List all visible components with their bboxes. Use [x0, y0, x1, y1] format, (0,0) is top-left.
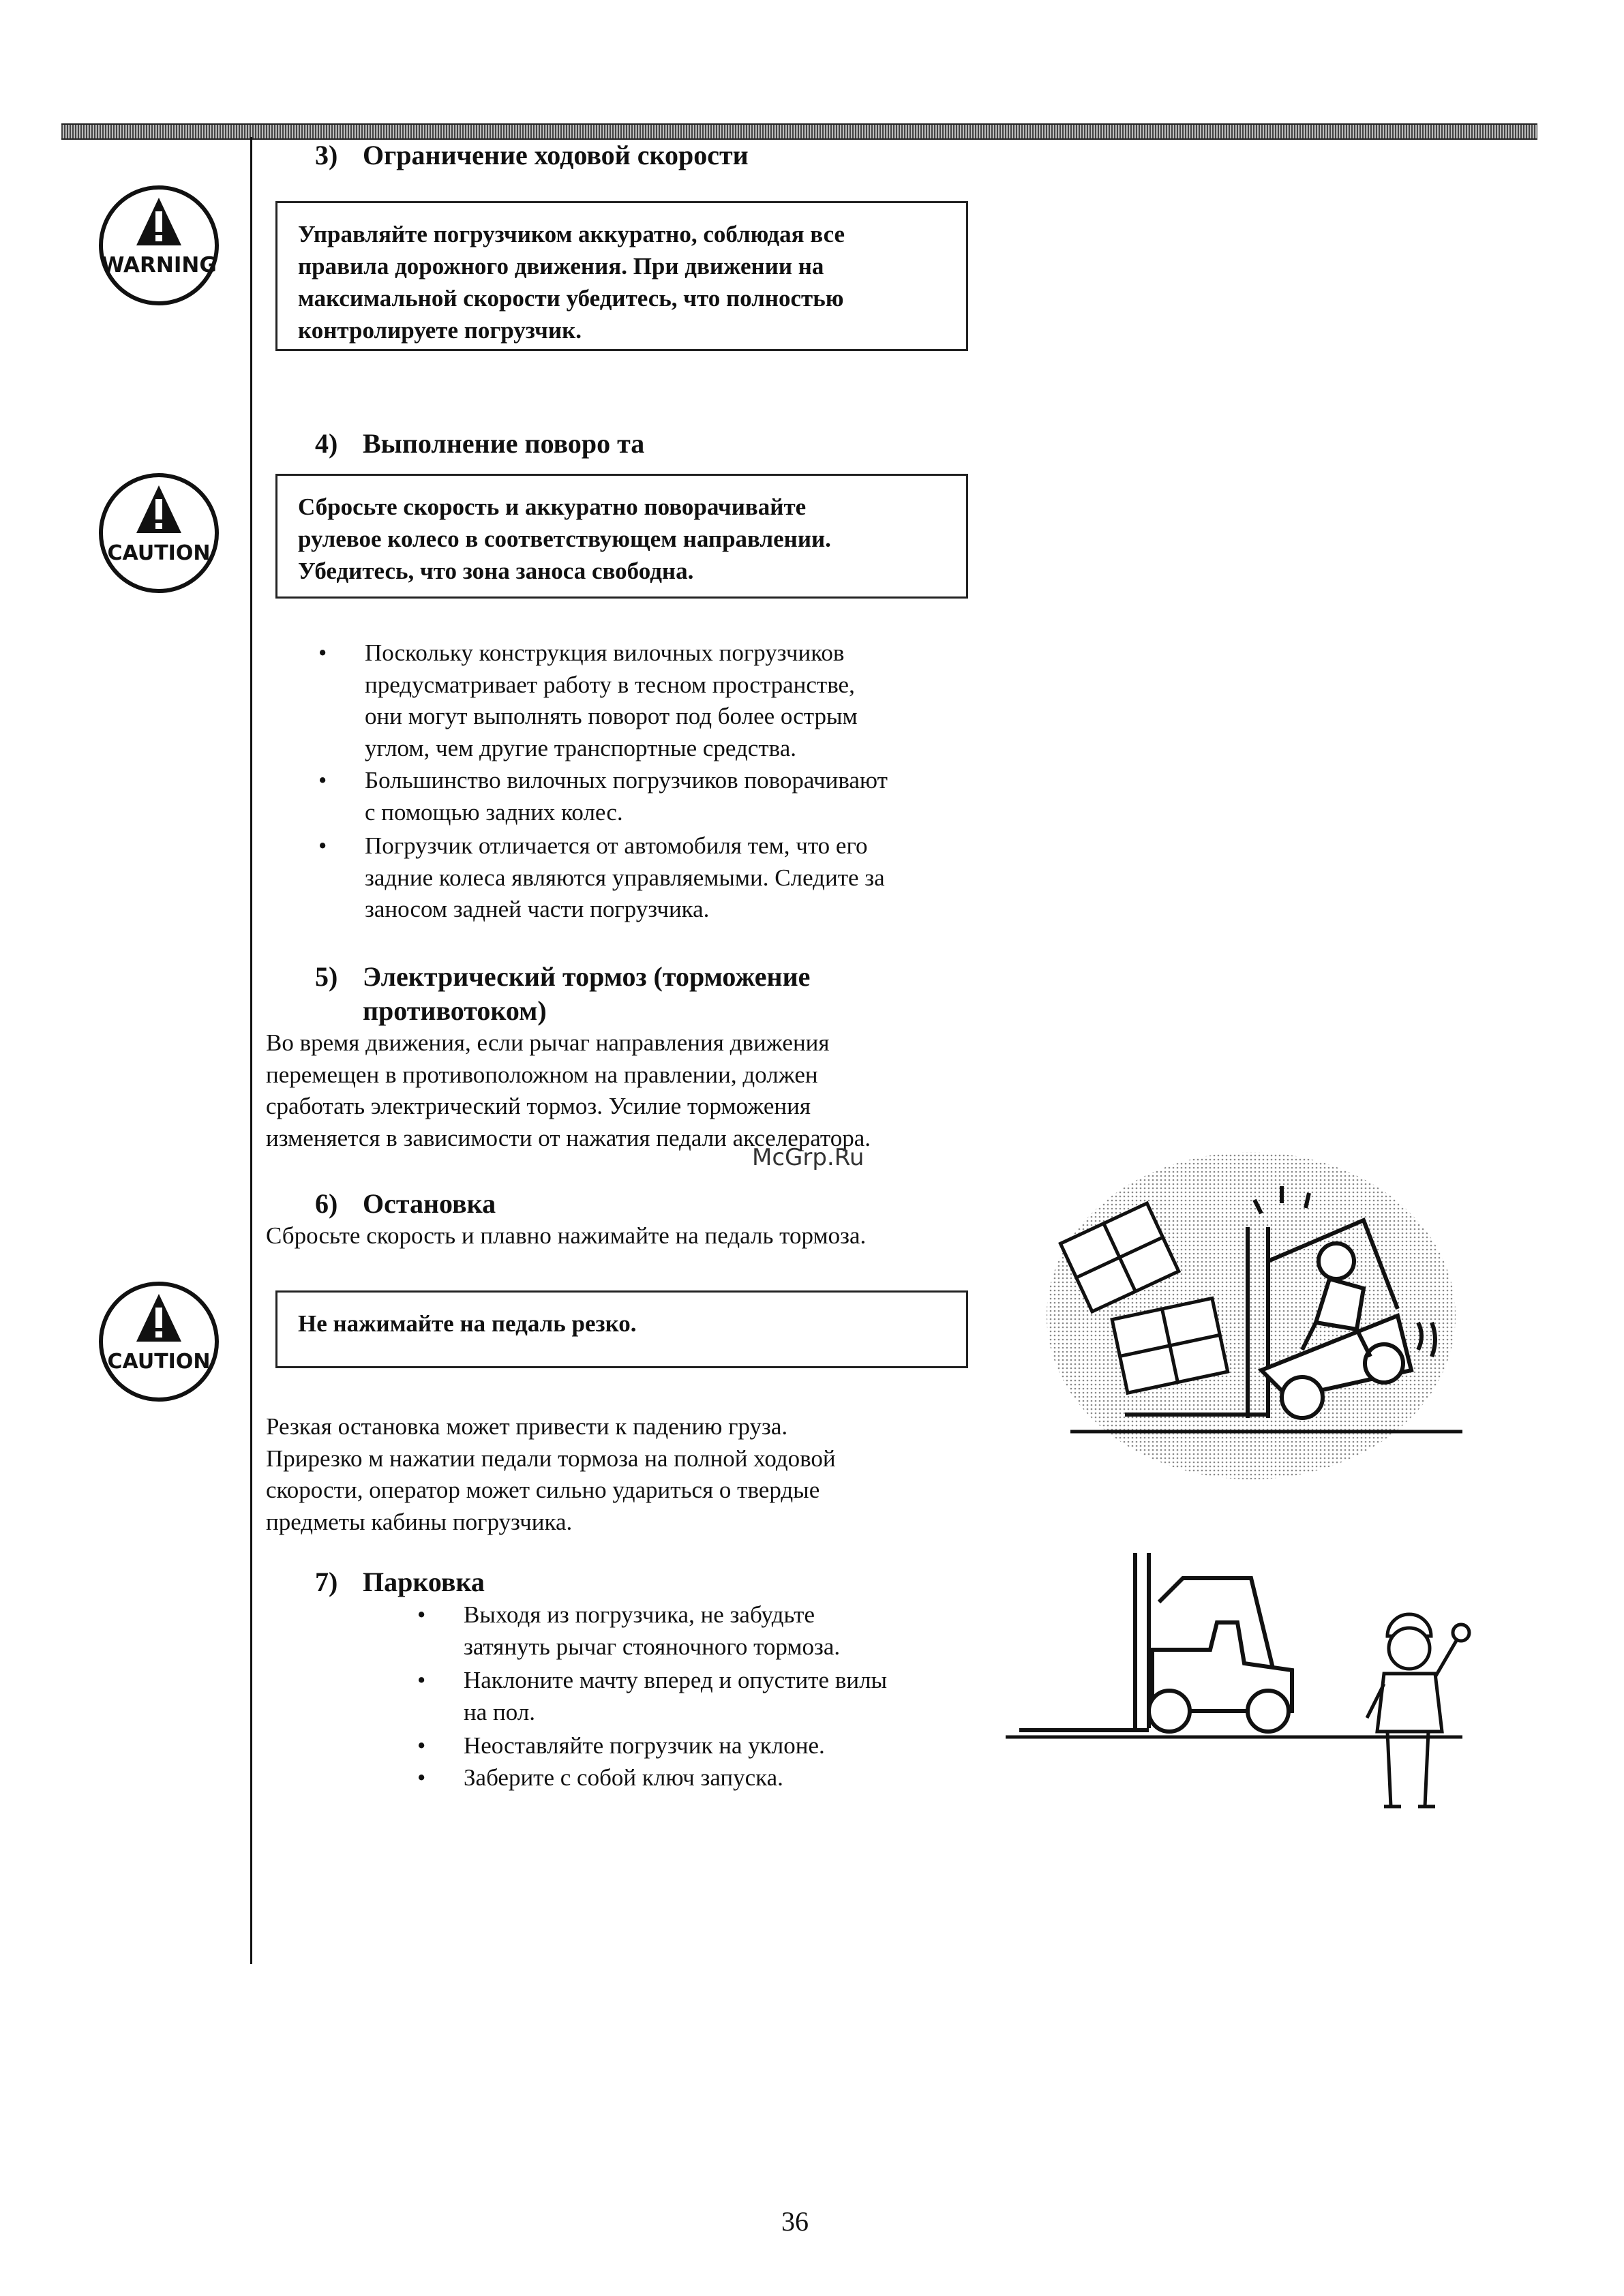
section-6-intro: Сбросьте скорость и плавно нажимайте на педаль тормоза. [266, 1222, 867, 1249]
section-6-paragraph: Резкая остановка может привести к падению груза. Прирезко м нажатии педали тормоза на полной ходовой скорости, оператор может сильно удариться о твердые предметы кабины погрузчика. [266, 1413, 836, 1535]
list-item: • Выходя из погрузчика, не забудьте затянуть рычаг стояночного тормоза. [417, 1601, 841, 1660]
section-7-number: 7) [315, 1567, 338, 1597]
section-7-heading [315, 1565, 485, 1599]
list-item: • Большинство вилочных погрузчиков поворачивают с помощью задних колес. [318, 767, 888, 826]
warning-box-line: правила дорожного движения. При движении на [298, 253, 824, 280]
warning-box-line: максимальной скорости убедитесь, что полностью [298, 285, 844, 312]
section-5-number: 5) [315, 961, 338, 992]
list-item: • Поскольку конструкция вилочных погрузчиков предусматривает работу в тесном пространстве, они могут выполнять поворот под более острым углом, чем другие транспортные средства. [318, 639, 858, 761]
section-5-heading [315, 960, 810, 1028]
warning-box-line: Управляйте погрузчиком аккуратно, соблюдая все [298, 221, 845, 247]
section-3-number: 3) [315, 140, 338, 170]
list-item: • Наклоните мачту вперед и опустите вилы на пол. [417, 1667, 888, 1725]
section-5-title: Электрический тормоз (торможение [363, 961, 811, 992]
caution-box-line: Убедитесь, что зона заноса свободна. [298, 558, 694, 584]
section-3-heading [315, 138, 749, 172]
section-4-heading [315, 427, 644, 461]
list-item: • Неоставляйте погрузчик на уклоне. [417, 1732, 825, 1759]
list-item: • Погрузчик отличается от автомобиля тем, что его задние колеса являются управляемыми. Следите за заносом задней части погрузчика. [318, 832, 885, 922]
warning-icon [97, 183, 221, 308]
watermark: McGrp.Ru [752, 1144, 864, 1171]
caution-box-line: Сбросьте скорость и аккуратно поворачивайте [298, 494, 807, 520]
section-5-title-cont: противотоком) [363, 995, 547, 1026]
page-number: 36 [781, 2206, 809, 2237]
section-3-title: Ограничение ходовой скорости [363, 140, 749, 170]
section-3-warning-box [275, 201, 968, 351]
caution-icon-label: CAUTION [107, 1350, 211, 1374]
parking-illustration [1006, 1547, 1469, 1820]
section-6-heading [315, 1187, 496, 1221]
section-6-caution-box [275, 1290, 968, 1368]
warning-icon-label: WARNING [101, 253, 217, 277]
section-6-title: Остановка [363, 1188, 496, 1219]
header-rule [61, 123, 1537, 140]
caution-box-line: Не нажимайте на педаль резко. [298, 1310, 637, 1337]
section-4-number: 4) [315, 428, 338, 459]
sudden-stop-illustration [1016, 1145, 1466, 1500]
section-4-caution-box [275, 474, 968, 599]
caution-icon-label: CAUTION [107, 541, 211, 565]
caution-icon [97, 470, 221, 596]
section-5-paragraph: Во время движения, если рычаг направления движения перемещен в противоположном на правлении, должен сработать электрический тормоз. Усилие торможения изменяется в зависимости от нажатия педали акселератора. [266, 1029, 871, 1151]
section-4-title: Выполнение поворо та [363, 428, 645, 459]
section-7-title: Парковка [363, 1567, 485, 1597]
caution-box-line: рулевое колесо в соответствующем направлении. [298, 526, 831, 552]
warning-box-line: контролируете погрузчик. [298, 317, 582, 344]
list-item: • Заберите с собой ключ запуска. [417, 1764, 783, 1791]
caution-icon [97, 1279, 221, 1404]
margin-rule [250, 137, 252, 1964]
section-6-number: 6) [315, 1188, 338, 1219]
